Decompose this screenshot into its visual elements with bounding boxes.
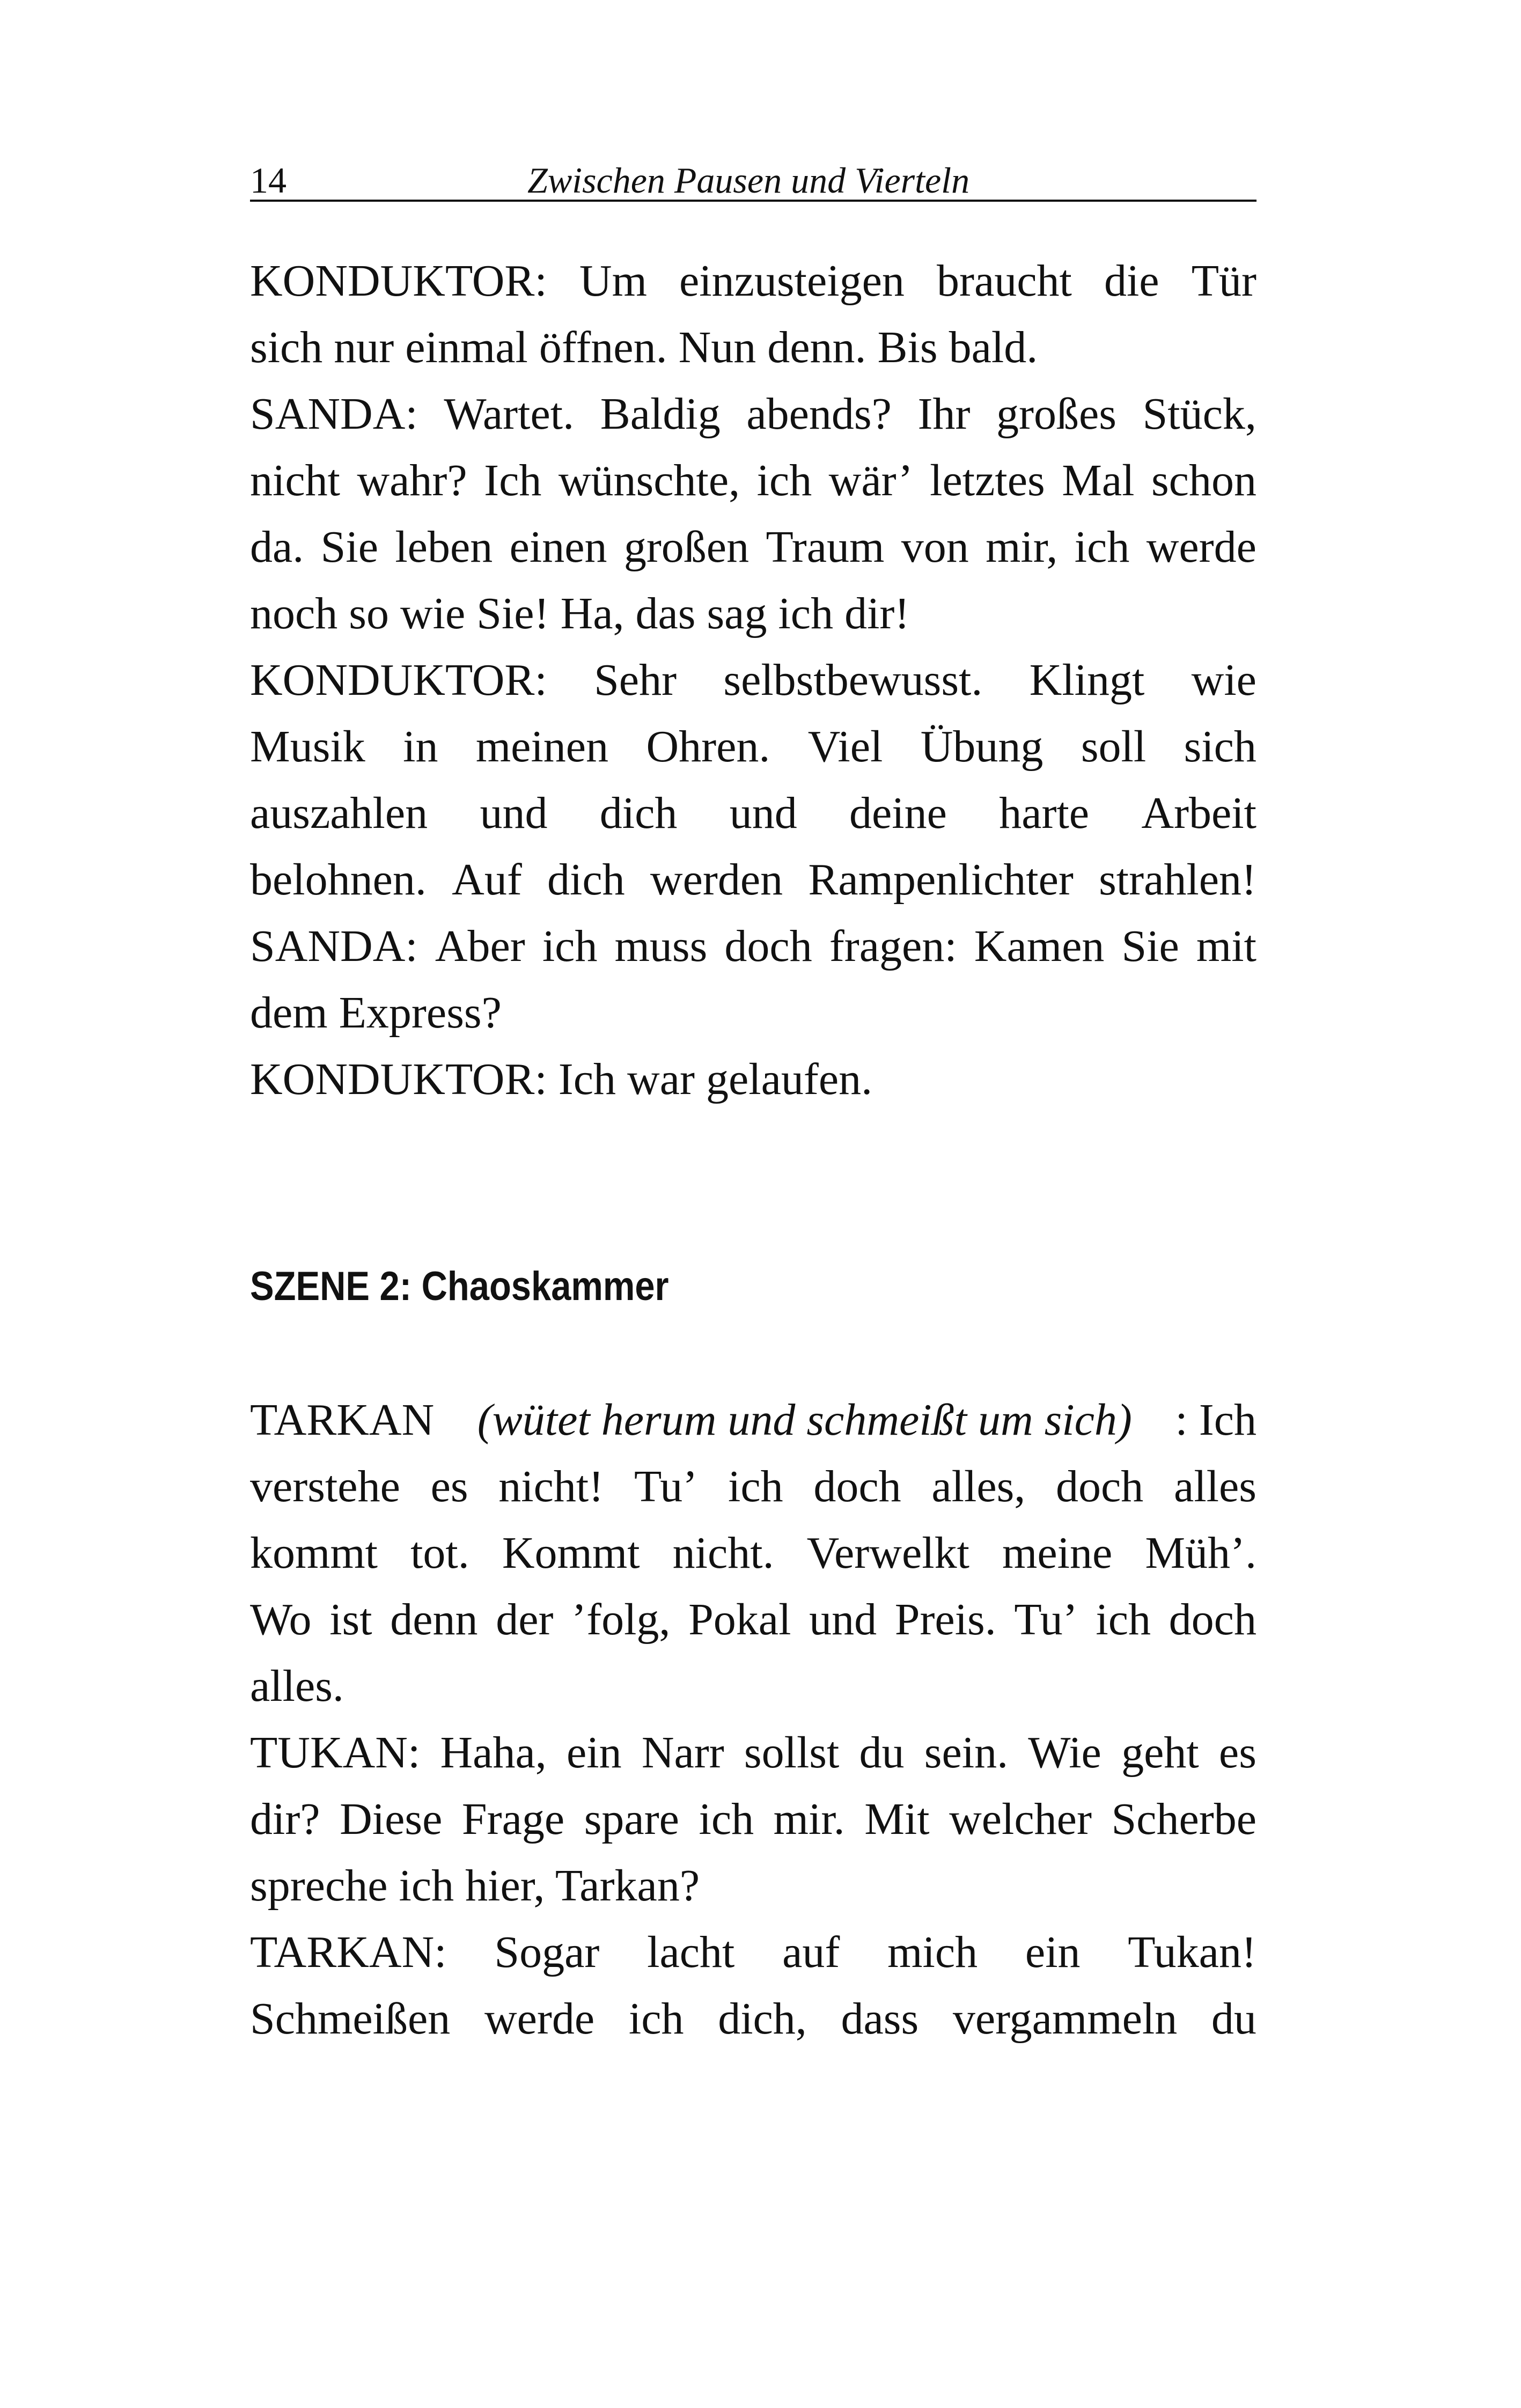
dialogue-block-scene-2 [250,1387,1257,2052]
text-line: Wo ist denn der ’folg, Pokal und Preis. Tu’ ich doch [250,1595,1257,1645]
text-line [250,1387,1257,1453]
text-line: KONDUKTOR: Ich war gelaufen. [250,1054,873,1104]
text-line: noch so wie Sie! Ha, das sag ich dir! [250,589,910,638]
running-title: Zwischen Pausen und Vierteln [527,160,970,201]
text-line: verstehe es nicht! Tu’ ich doch alles, doch alles [250,1462,1257,1511]
text-line: nicht wahr? Ich wünschte, ich wär’ letztes Mal schon [250,456,1257,505]
text-line: KONDUKTOR: Sehr selbstbewusst. Klingt wie [250,655,1257,705]
text-line: sich nur einmal öffnen. Nun denn. Bis bald. [250,322,1038,372]
text-line: KONDUKTOR: Um einzusteigen braucht die Tür [250,256,1257,306]
text-line: SANDA: Wartet. Baldig abends? Ihr großes Stück, [250,389,1257,439]
text-line: dem Express? [250,988,502,1038]
text-line: spreche ich hier, Tarkan? [250,1861,700,1911]
line-rest: : Ich [1175,1395,1257,1445]
page-number: 14 [250,160,286,201]
text-line: alles. [250,1661,344,1711]
text-line: TARKAN: Sogar lacht auf mich ein Tukan! [250,1927,1257,1977]
text-line: kommt tot. Kommt nicht. Verwelkt meine Müh’. [250,1528,1257,1578]
text-line: dir? Diese Frage spare ich mir. Mit welcher Scherbe [250,1794,1257,1844]
text-line: Musik in meinen Ohren. Viel Übung soll sich [250,722,1257,772]
text-line: SANDA: Aber ich muss doch fragen: Kamen Sie mit [250,921,1257,971]
speaker-name: TARKAN [250,1395,435,1445]
stage-direction: (wütet herum und schmeißt um sich) [477,1395,1132,1445]
text-line: TUKAN: Haha, ein Narr sollst du sein. Wie geht es [250,1728,1257,1778]
dialogue-block-scene-1 [250,248,1257,1113]
text-line: belohnen. Auf dich werden Rampenlichter strahlen! [250,855,1257,905]
page-header [250,159,1257,202]
text-line: da. Sie leben einen großen Traum von mir, ich werde [250,522,1257,572]
scene-heading: SZENE 2: Chaoskammer [250,1264,669,1309]
text-line: auszahlen und dich und deine harte Arbeit [250,788,1257,838]
text-line: Schmeißen werde ich dich, dass vergammeln du [250,1994,1257,2044]
